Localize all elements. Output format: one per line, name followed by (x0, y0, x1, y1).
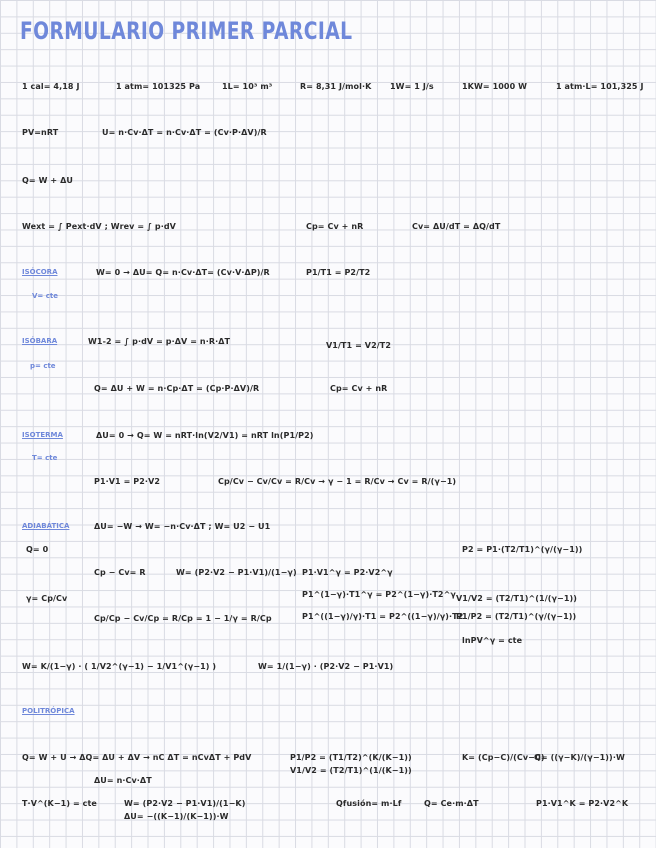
adiabatica-eq-1: ΔU= −W → W= −n·Cv·ΔT ; W= U2 − U1 (94, 522, 271, 531)
adiabatica-tp-1: P1^(1−γ)·T1^γ = P2^(1−γ)·T2^γ (302, 590, 456, 599)
politropica-q: Q= ((γ−K)/(γ−1))·W (534, 753, 625, 762)
isoterma-eq-1: ΔU= 0 → Q= W = nRT·ln(V2/V1) = nRT ln(P1/P2) (96, 431, 314, 440)
mayer-relation: Cp= Cv + nR (306, 222, 364, 231)
isobara-condition: p= cte (30, 362, 56, 370)
adiabatica-p2: P2 = P1·(T2/T1)^(γ/(γ−1)) (462, 545, 583, 554)
adiabatica-gamma: γ= Cp/Cv (26, 594, 68, 603)
isocora-eq-2: P1/T1 = P2/T2 (306, 268, 371, 277)
isobara-eq-1: W1-2 = ∫ p·dV = p·ΔV = n·R·ΔT (88, 337, 231, 346)
adiabatica-eq-2: Cp − Cv= R (94, 568, 146, 577)
ideal-gas-law: PV=nRT (22, 128, 59, 137)
politropica-k: K= (Cp−C)/(Cv−C) (462, 753, 545, 762)
unit-cal: 1 cal= 4,18 J (22, 82, 80, 91)
unit-kw: 1KW= 1000 W (462, 82, 528, 91)
politropica-ratio-2: V1/V2 = (T2/T1)^(1/(K−1)) (290, 766, 412, 775)
isoterma-eq-3: Cp/Cv − Cv/Cv = R/Cv → γ − 1 = R/Cv → Cv = R/(γ−1) (218, 477, 457, 486)
adiabatica-p-ratio: P1/P2 = (T2/T1)^(γ/(γ−1)) (456, 612, 577, 621)
isobara-eq-2: V1/T1 = V2/T2 (326, 341, 391, 350)
unit-atm: 1 atm= 101325 Pa (116, 82, 201, 91)
cv-definition: Cv= ΔU/dT = ΔQ/dT (412, 222, 501, 231)
adiabatica-lnpv: lnPV^γ = cte (462, 636, 523, 645)
isoterma-condition: T= cte (32, 454, 58, 462)
unit-watt: 1W= 1 J/s (390, 82, 434, 91)
adiabatica-w-alt: W= 1/(1−γ) · (P2·V2 − P1·V1) (258, 662, 394, 671)
politropica-ratio-1: P1/P2 = (T1/T2)^(K/(K−1)) (290, 753, 412, 762)
page-title: FORMULARIO PRIMER PARCIAL (20, 17, 353, 45)
adiabatica-eq-4: Cp/Cp − Cv/Cp = R/Cp = 1 − 1/γ = R/Cp (94, 614, 272, 623)
first-law-eq: Q= W + ΔU (22, 176, 73, 185)
unit-r-const: R= 8,31 J/mol·K (300, 82, 372, 91)
adiabatica-tp-2: P1^((1−γ)/γ)·T1 = P2^((1−γ)/γ)·T2 (302, 612, 464, 621)
internal-energy-eq: U= n·Cv·ΔT = n·Cv·ΔT = (Cv·P·ΔV)/R (102, 128, 267, 137)
adiabatica-pv-gamma: P1·V1^γ = P2·V2^γ (302, 568, 393, 577)
politropica-w: W= (P2·V2 − P1·V1)/(1−K) (124, 799, 246, 808)
unit-litre: 1L= 10³ m³ (222, 82, 273, 91)
section-isobara: ISÓBARA (22, 337, 58, 345)
adiabatica-q-zero: Q= 0 (26, 545, 49, 554)
work-integral-eq: Wext = ∫ Pext·dV ; Wrev = ∫ p·dV (22, 222, 176, 231)
politropica-tv: T·V^(K−1) = cte (22, 799, 97, 808)
adiabatica-v-ratio: V1/V2 = (T2/T1)^(1/(γ−1)) (456, 594, 578, 603)
isoterma-eq-2: P1·V1 = P2·V2 (94, 477, 161, 486)
politropica-eq-1: Q= W + U → ΔQ= ΔU + ΔV → nC ΔT = nCvΔT + PdV (22, 753, 252, 762)
politropica-du-2: ΔU= −((K−1)/(K−1))·W (124, 812, 229, 821)
section-politropica: POLITRÓPICA (22, 707, 75, 715)
unit-atm-l: 1 atm·L= 101,325 J (556, 82, 644, 91)
isobara-eq-4: Cp= Cv + nR (330, 384, 388, 393)
isocora-eq-1: W= 0 → ΔU= Q= n·Cv·ΔT= (Cv·V·ΔP)/R (96, 268, 270, 277)
politropica-du: ΔU= n·Cv·ΔT (94, 776, 152, 785)
politropica-pvk: P1·V1^K = P2·V2^K (536, 799, 629, 808)
section-adiabatica: ADIABÁTICA (22, 522, 70, 530)
adiabatica-w-frac: W= K/(1−γ) · ( 1/V2^(γ−1) − 1/V1^(γ−1) ) (22, 662, 217, 671)
politropica-qfusion: Qfusión= m·Lf (336, 799, 402, 808)
adiabatica-eq-3: W= (P2·V2 − P1·V1)/(1−γ) (176, 568, 297, 577)
isocora-condition: V= cte (32, 292, 58, 300)
isobara-eq-3: Q= ΔU + W = n·Cp·ΔT = (Cp·P·ΔV)/R (94, 384, 260, 393)
section-isoterma: ISOTERMA (22, 431, 63, 439)
politropica-qce: Q= Ce·m·ΔT (424, 799, 479, 808)
section-isocora: ISÓCORA (22, 268, 58, 276)
